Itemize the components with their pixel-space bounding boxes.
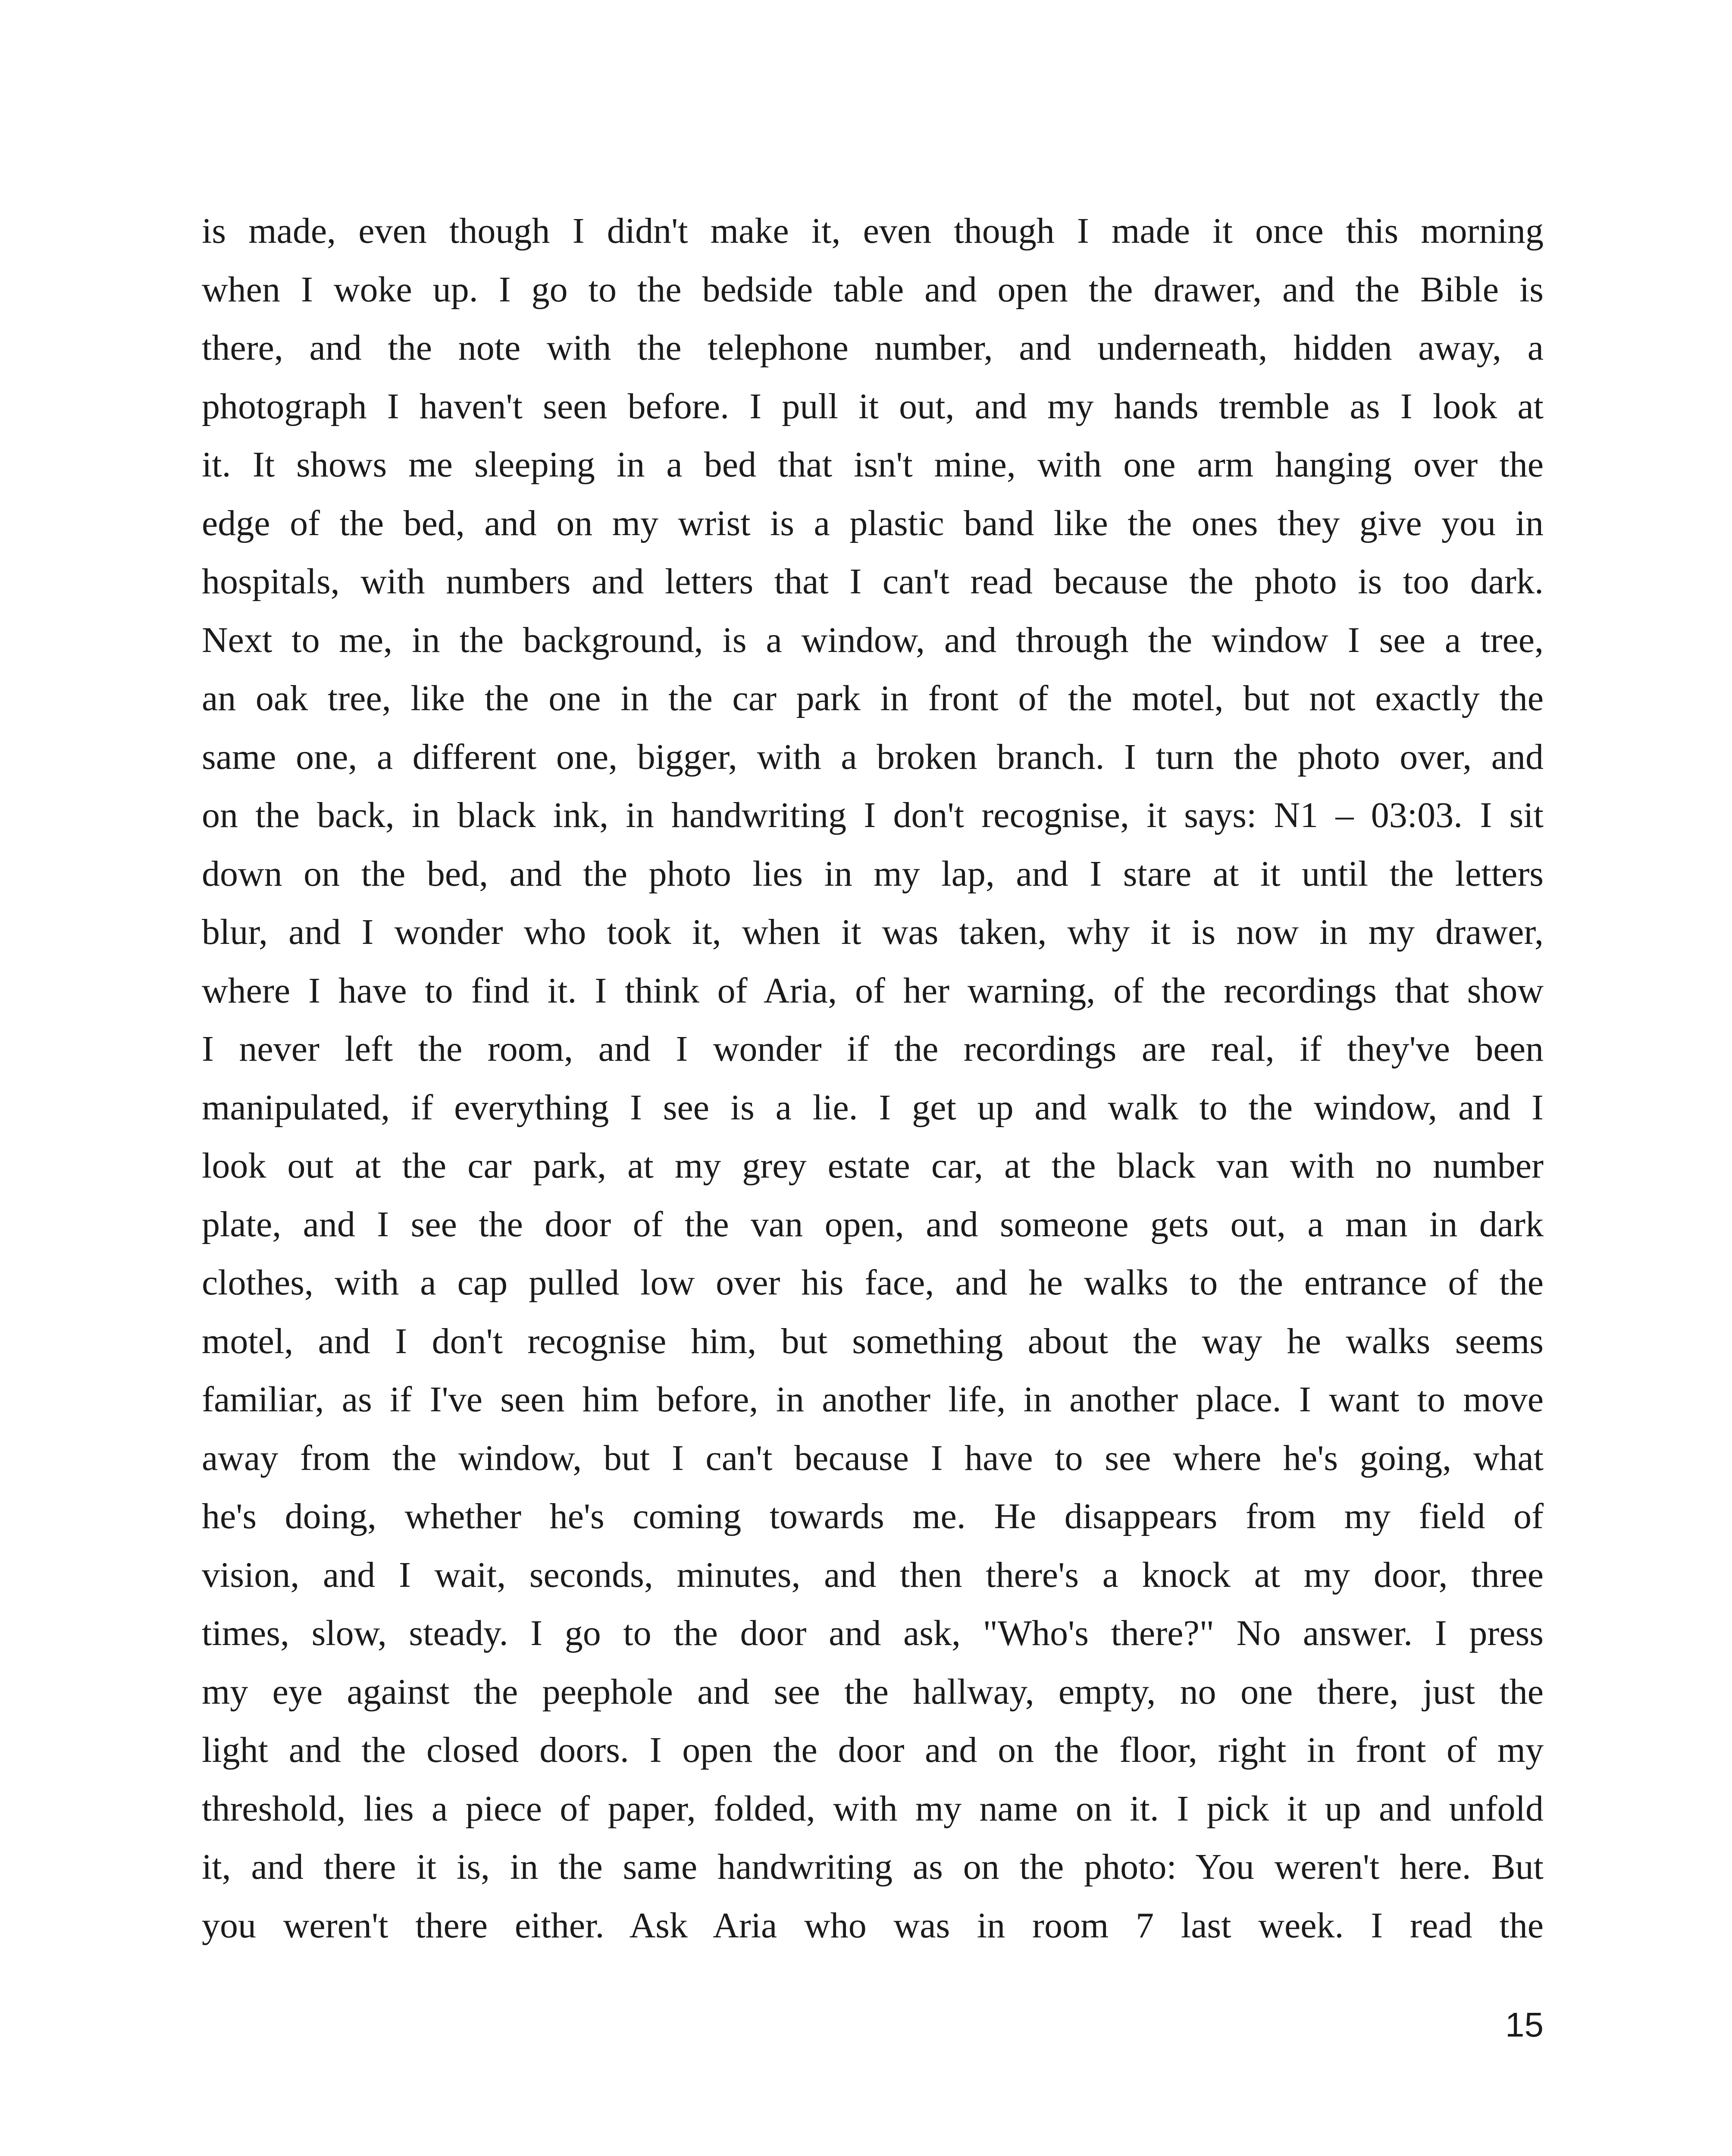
text-line: plate, and I see the door of the van open, and someone gets out, a man in dark	[202, 1204, 1544, 1244]
text-line: hospitals, with numbers and letters that I can't read because the photo is too dark.	[202, 561, 1544, 602]
text-line: photograph I haven't seen before. I pull it out, and my hands tremble as I look at	[202, 386, 1544, 426]
text-line: light and the closed doors. I open the door and on the floor, right in front of my	[202, 1730, 1544, 1770]
text-line: on the back, in black ink, in handwriting I don't recognise, it says: N1 – 03:03. I sit	[202, 795, 1544, 835]
text-line: he's doing, whether he's coming towards me. He disappears from my field of	[202, 1496, 1544, 1536]
text-line: edge of the bed, and on my wrist is a plastic band like the ones they give you in	[202, 503, 1544, 543]
text-line: it. It shows me sleeping in a bed that isn't mine, with one arm hanging over the	[202, 445, 1544, 485]
text-line: blur, and I wonder who took it, when it was taken, why it is now in my drawer,	[202, 912, 1544, 952]
text-line: an oak tree, like the one in the car park in front of the motel, but not exactly the	[202, 678, 1544, 718]
text-line: there, and the note with the telephone number, and underneath, hidden away, a	[202, 328, 1544, 368]
text-line: my eye against the peephole and see the hallway, empty, no one there, just the	[202, 1671, 1544, 1712]
text-line: manipulated, if everything I see is a lie. I get up and walk to the window, and I	[202, 1087, 1544, 1128]
text-line: down on the bed, and the photo lies in my lap, and I stare at it until the letters	[202, 853, 1544, 894]
body-text	[202, 202, 1544, 1955]
text-line: threshold, lies a piece of paper, folded, with my name on it. I pick it up and unfold	[202, 1788, 1544, 1829]
text-line: when I woke up. I go to the bedside table and open the drawer, and the Bible is	[202, 269, 1544, 310]
text-line: times, slow, steady. I go to the door and ask, "Who's there?" No answer. I press	[202, 1613, 1544, 1653]
text-line: vision, and I wait, seconds, minutes, and then there's a knock at my door, three	[202, 1554, 1544, 1595]
text-line: is made, even though I didn't make it, even though I made it once this morning	[202, 211, 1544, 251]
page-number: 15	[1505, 2006, 1544, 2044]
text-line: familiar, as if I've seen him before, in another life, in another place. I want to move	[202, 1379, 1544, 1420]
text-line: clothes, with a cap pulled low over his face, and he walks to the entrance of the	[202, 1263, 1544, 1303]
text-line: I never left the room, and I wonder if the recordings are real, if they've been	[202, 1029, 1544, 1069]
text-line: look out at the car park, at my grey estate car, at the black van with no number	[202, 1146, 1544, 1186]
text-line: motel, and I don't recognise him, but something about the way he walks seems	[202, 1321, 1544, 1361]
text-line: you weren't there either. Ask Aria who was in room 7 last week. I read the	[202, 1905, 1544, 1946]
text-line: where I have to find it. I think of Aria, of her warning, of the recordings that show	[202, 970, 1544, 1011]
text-line: it, and there it is, in the same handwriting as on the photo: You weren't here. But	[202, 1847, 1544, 1887]
text-line: Next to me, in the background, is a window, and through the window I see a tree,	[202, 620, 1544, 660]
text-line: away from the window, but I can't because I have to see where he's going, what	[202, 1438, 1544, 1478]
text-line: same one, a different one, bigger, with a broken branch. I turn the photo over, and	[202, 736, 1544, 777]
